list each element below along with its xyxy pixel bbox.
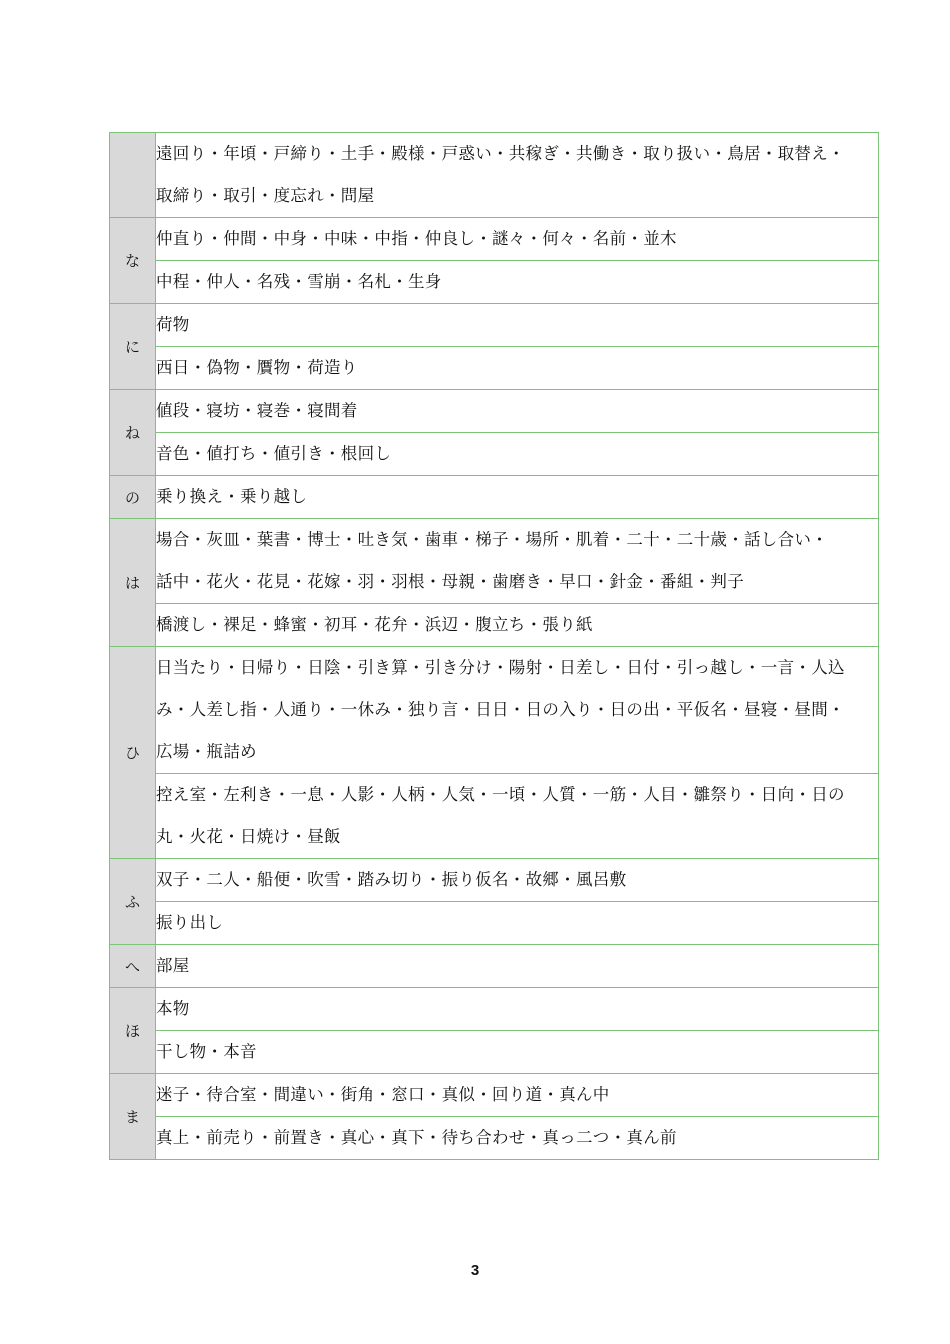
word-line: み・人差し指・人通り・一休み・独り言・日日・日の入り・日の出・平仮名・昼寝・昼間・ (156, 700, 845, 719)
word-line: 荷物 (156, 315, 190, 334)
word-line: 値段・寝坊・寝巻・寝間着 (156, 401, 358, 420)
kana-header-cell: ね (110, 390, 156, 476)
table-row (110, 519, 879, 604)
word-list-cell (156, 1074, 879, 1117)
kana-header-cell: は (110, 519, 156, 647)
word-line: 場合・灰皿・葉書・博士・吐き気・歯車・梯子・場所・肌着・二十・二十歳・話し合い・ (156, 530, 828, 549)
kana-header-cell: ふ (110, 859, 156, 945)
word-line: 迷子・待合室・間違い・街角・窓口・真似・回り道・真ん中 (156, 1085, 610, 1104)
word-list-cell (156, 133, 879, 218)
word-line: 仲直り・仲間・中身・中味・中指・仲良し・謎々・何々・名前・並木 (156, 229, 677, 248)
word-list-cell (156, 347, 879, 390)
table-row (110, 988, 879, 1031)
word-line: 控え室・左利き・一息・人影・人柄・人気・一頃・人質・一筋・人目・雛祭り・日向・日の (156, 785, 845, 804)
word-list-cell (156, 774, 879, 859)
table-row (110, 390, 879, 433)
word-line: 音色・値打ち・値引き・根回し (156, 444, 392, 463)
word-line: 日当たり・日帰り・日陰・引き算・引き分け・陽射・日差し・日付・引っ越し・一言・人込 (156, 658, 845, 677)
word-list-cell (156, 476, 879, 519)
table-row (110, 433, 879, 476)
word-line: 広場・瓶詰め (156, 742, 257, 761)
table-row (110, 859, 879, 902)
word-list-cell (156, 1117, 879, 1160)
table-row (110, 218, 879, 261)
kana-header-cell (110, 133, 156, 218)
table-row (110, 1117, 879, 1160)
word-list-cell (156, 604, 879, 647)
word-list-cell (156, 261, 879, 304)
word-line: 丸・火花・日焼け・昼飯 (156, 827, 341, 846)
word-list-cell (156, 988, 879, 1031)
word-list-cell (156, 902, 879, 945)
word-list-cell (156, 390, 879, 433)
table-row (110, 133, 879, 218)
word-list-cell (156, 1031, 879, 1074)
table-row (110, 1031, 879, 1074)
word-line: 西日・偽物・贋物・荷造り (156, 358, 358, 377)
table-row (110, 945, 879, 988)
table-row (110, 476, 879, 519)
word-line: 干し物・本音 (156, 1042, 257, 1061)
word-line: 乗り換え・乗り越し (156, 487, 308, 506)
word-list-cell (156, 433, 879, 476)
kana-header-cell: な (110, 218, 156, 304)
word-list-cell (156, 945, 879, 988)
word-line: 部屋 (156, 956, 190, 975)
table-row (110, 774, 879, 859)
kana-header-cell: へ (110, 945, 156, 988)
kana-header-cell: に (110, 304, 156, 390)
word-line: 話中・花火・花見・花嫁・羽・羽根・母親・歯磨き・早口・針金・番組・判子 (156, 572, 744, 591)
kana-header-cell: ほ (110, 988, 156, 1074)
word-line: 本物 (156, 999, 190, 1018)
word-list-cell (156, 519, 879, 604)
kana-header-cell: ま (110, 1074, 156, 1160)
word-list-cell (156, 304, 879, 347)
word-line: 双子・二人・船便・吹雪・踏み切り・振り仮名・故郷・風呂敷 (156, 870, 627, 889)
kana-header-cell: ひ (110, 647, 156, 859)
vocabulary-table (109, 132, 879, 1160)
table-row (110, 604, 879, 647)
table-row (110, 1074, 879, 1117)
word-line: 中程・仲人・名残・雪崩・名札・生身 (156, 272, 442, 291)
word-line: 遠回り・年頃・戸締り・土手・殿様・戸惑い・共稼ぎ・共働き・取り扱い・鳥居・取替え・ (156, 144, 845, 163)
word-line: 取締り・取引・度忘れ・問屋 (156, 186, 375, 205)
table-row (110, 902, 879, 945)
kana-header-cell: の (110, 476, 156, 519)
table-row (110, 347, 879, 390)
table-row (110, 261, 879, 304)
word-list-cell (156, 218, 879, 261)
word-list-cell (156, 647, 879, 774)
table-row (110, 647, 879, 774)
word-line: 振り出し (156, 913, 224, 932)
word-line: 真上・前売り・前置き・真心・真下・待ち合わせ・真っ二つ・真ん前 (156, 1128, 677, 1147)
page-number: 3 (470, 1262, 480, 1279)
word-list-cell (156, 859, 879, 902)
table-row (110, 304, 879, 347)
word-line: 橋渡し・裸足・蜂蜜・初耳・花弁・浜辺・腹立ち・張り紙 (156, 615, 593, 634)
